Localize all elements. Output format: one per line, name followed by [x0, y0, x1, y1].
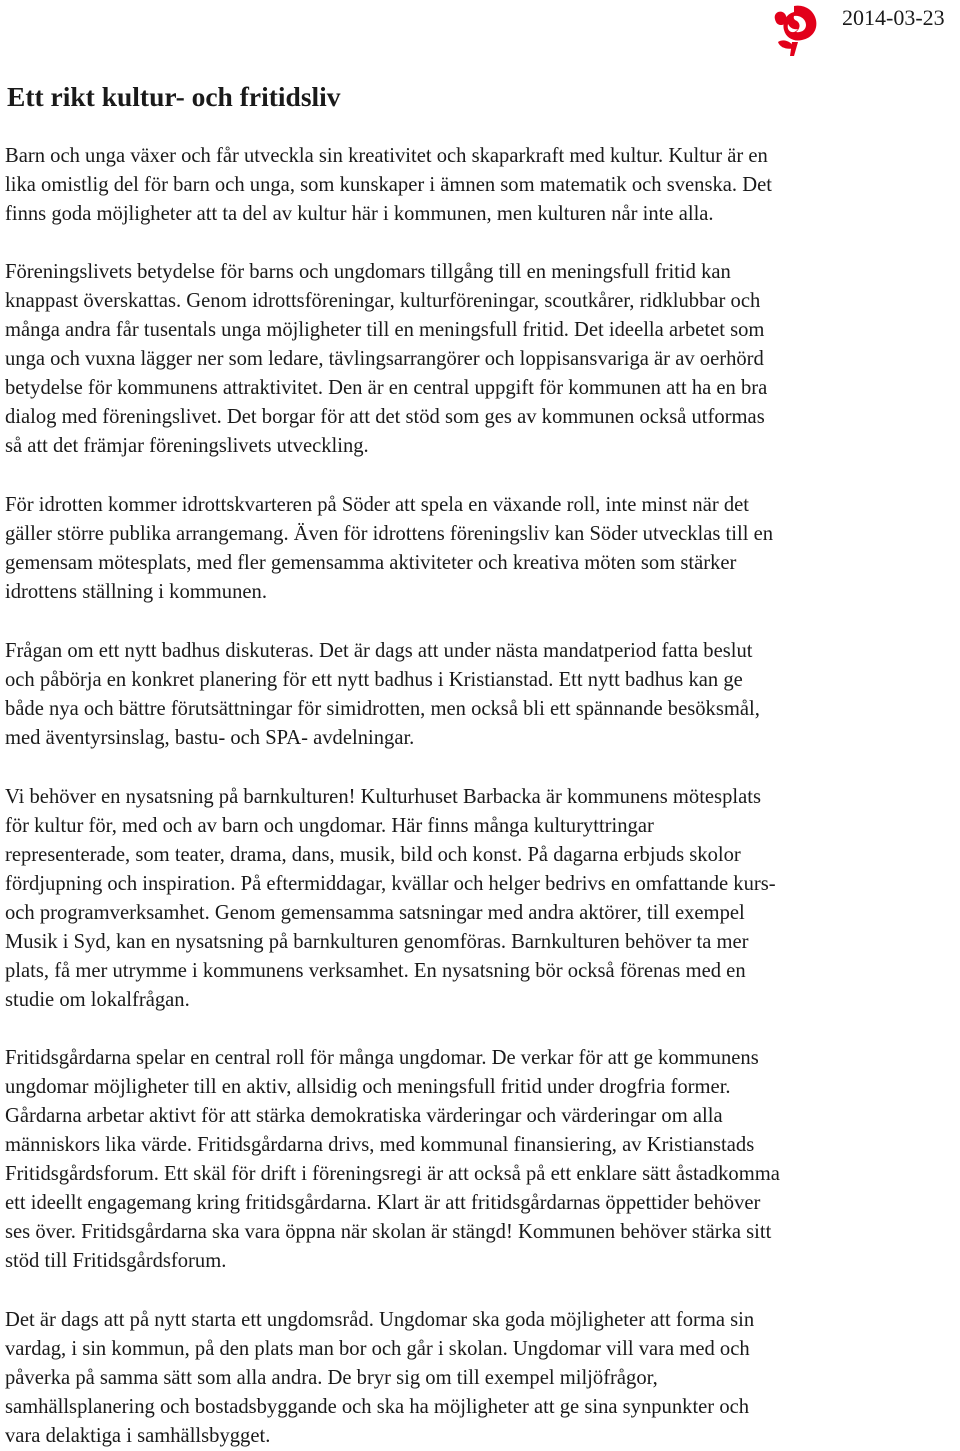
text-line: För idrotten kommer idrottskvarteren på Söder att spela en växande roll, inte minst när det: [5, 494, 750, 516]
paragraph-sports: [5, 491, 960, 607]
text-line: så att det främjar föreningslivets utveckling.: [5, 435, 369, 457]
text-line: gäller större publika arrangemang. Även för idrottens föreningsliv kan Söder utvecklas till en: [5, 523, 774, 545]
text-line: unga och vuxna lägger ner som ledare, tävlingsarrangörer och loppisansvariga är av oerhörd: [5, 348, 764, 370]
text-line: Föreningslivets betydelse för barns och ungdomars tillgång till en meningsfull fritid kan: [5, 261, 731, 283]
text-line: Fritidsgårdarna spelar en central roll för många ungdomar. De verkar för att ge kommunens: [5, 1047, 759, 1069]
text-line: dialog med föreningslivet. Det borgar för att det stöd som ges av kommunen också utformas: [5, 406, 765, 428]
text-line: vardag, i sin kommun, på den plats man bor och går i skolan. Ungdomar vill vara med och: [5, 1338, 750, 1360]
text-line: Frågan om ett nytt badhus diskuteras. Det är dags att under nästa mandatperiod fatta beslut: [5, 640, 753, 662]
text-line: ungdomar möjligheter till en aktiv, allsidig och meningsfull fritid under drogfria former.: [5, 1076, 731, 1098]
paragraph-swimming-hall: [5, 637, 960, 753]
text-line: fördjupning och inspiration. På eftermiddagar, kvällar och helger bedrivs en omfattande kurs-: [5, 873, 776, 895]
document-title: Ett rikt kultur- och fritidsliv: [7, 81, 341, 112]
text-line: idrottens ställning i kommunen.: [5, 581, 267, 603]
text-line: samhällsplanering och bostadsbyggande och ska ha möjligheter att ge sina synpunkter och: [5, 1396, 750, 1418]
text-line: vara delaktiga i samhällsbygget.: [5, 1425, 271, 1447]
text-line: representerade, som teater, drama, dans, musik, bild och konst. På dagarna erbjuds skolor: [5, 844, 741, 866]
text-line: människors lika värde. Fritidsgårdarna drivs, med kommunal finansiering, av Kristianstads: [5, 1134, 755, 1156]
text-line: stöd till Fritidsgårdsforum.: [5, 1250, 227, 1272]
text-line: för kultur för, med och av barn och ungdomar. Här finns många kulturyttringar: [5, 815, 654, 837]
text-line: ett ideellt engagemang kring fritidsgårdarna. Klart är att fritidsgårdarnas öppettider behöver: [5, 1192, 761, 1214]
paragraph-culture: [5, 142, 960, 229]
text-line: lika omistlig del för barn och unga, som kunskaper i ämnen som matematik och svenska. Det: [5, 174, 772, 196]
paragraph-youth-centers: [5, 1044, 960, 1276]
text-line: Barn och unga växer och får utveckla sin kreativitet och skaparkraft med kultur. Kultur är en: [5, 145, 768, 167]
text-line: både nya och bättre förutsättningar för simidrotten, men också bli ett spännande besöksmål,: [5, 698, 760, 720]
text-line: studie om lokalfrågan.: [5, 989, 190, 1011]
text-line: Fritidsgårdsforum. Ett skäl för drift i föreningsregi är att också på ett enklare sätt åstadkomma: [5, 1163, 780, 1185]
text-line: ses över. Fritidsgårdarna ska vara öppna när skolan är stängd! Kommunen behöver stärka sitt: [5, 1221, 772, 1243]
paragraph-youth-council: [5, 1306, 960, 1451]
text-line: Musik i Syd, kan en nysatsning på barnkulturen genomföras. Barnkulturen behöver ta mer: [5, 931, 749, 953]
paragraph-associations: [5, 258, 960, 461]
text-line: plats, få mer utrymme i kommunens verksamhet. En nysatsning bör också förenas med en: [5, 960, 746, 982]
paragraph-children-culture: [5, 783, 960, 1015]
text-line: med äventyrsinslag, bastu- och SPA- avdelningar.: [5, 727, 415, 749]
text-line: Gårdarna arbetar aktivt för att stärka demokratiska värderingar och värderingar om alla: [5, 1105, 723, 1127]
text-line: gemensam mötesplats, med fler gemensamma aktiviteter och kreativa möten som stärker: [5, 552, 737, 574]
text-line: finns goda möjligheter att ta del av kultur här i kommunen, men kulturen når inte alla.: [5, 203, 714, 225]
text-line: många andra får tusentals unga möjligheter till en meningsfull fritid. Det ideella arbetet som: [5, 319, 765, 341]
text-line: och programverksamhet. Genom gemensamma satsningar med andra aktörer, till exempel: [5, 902, 745, 924]
text-line: och påbörja en konkret planering för ett nytt badhus i Kristianstad. Ett nytt badhus kan ge: [5, 669, 743, 691]
text-line: Det är dags att på nytt starta ett ungdomsråd. Ungdomar ska goda möjligheter att forma sin: [5, 1309, 755, 1331]
text-line: knappast överskattas. Genom idrottsföreningar, kulturföreningar, scoutkårer, ridklubbar och: [5, 290, 761, 312]
document-date: 2014-03-23: [842, 5, 945, 30]
rose-logo-icon: [764, 2, 824, 58]
text-line: betydelse för kommunens attraktivitet. Den är en central uppgift för kommunen att ha en bra: [5, 377, 768, 399]
text-line: påverka på samma sätt som alla andra. De bryr sig om till exempel miljöfrågor,: [5, 1367, 658, 1389]
text-line: Vi behöver en nysatsning på barnkulturen! Kulturhuset Barbacka är kommunens mötesplats: [5, 786, 761, 808]
